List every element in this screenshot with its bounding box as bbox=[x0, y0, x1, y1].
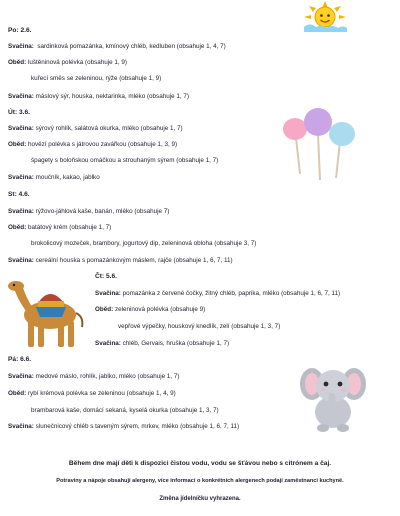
menu-line bbox=[8, 224, 111, 231]
meal-text: slunečnicový chléb s taveným sýrem, mrkev, mléko (obsahuje 1, 6, 7, 11) bbox=[35, 423, 240, 430]
menu-line: kuřecí směs se zeleninou, rýže (obsahuje 1, 9) bbox=[31, 75, 162, 82]
meal-label: Svačina: bbox=[8, 125, 34, 132]
menu-line bbox=[8, 174, 100, 181]
meal-text: cereální houska s pomazánkovým máslem, rajče (obsahuje 1, 6, 7, 11) bbox=[35, 257, 233, 264]
meal-text: medové máslo, rohlík, jablko, mléko (obsahuje 1, 7) bbox=[35, 373, 180, 380]
meal-label: Svačina: bbox=[8, 174, 34, 181]
menu-line: brambarová kaše, domácí sekaná, kyselá okurka (obsahuje 1, 3, 7) bbox=[31, 407, 219, 414]
camel-icon bbox=[6, 277, 92, 353]
meal-label: Oběd: bbox=[95, 306, 114, 313]
menu-line bbox=[8, 141, 177, 148]
meal-label: Svačina: bbox=[8, 208, 34, 215]
meal-text: sýrový rohlík, salátová okurka, mléko (obsahuje 1, 7) bbox=[35, 125, 183, 132]
menu-line bbox=[95, 340, 229, 347]
meal-text: zeleninová polévka (obsahuje 9) bbox=[114, 306, 206, 313]
meal-text: máslový sýr, houska, nektarinka, mléko (obsahuje 1, 7) bbox=[35, 93, 189, 100]
menu-line bbox=[8, 423, 239, 430]
water-note: Během dne mají děti k dispozici čistou vodu, vodu se šťávou nebo s citrónem a čaj. bbox=[68, 460, 332, 467]
menu-line bbox=[8, 257, 233, 264]
menu-line bbox=[8, 125, 183, 132]
day-heading-monday: Po: 2.6. bbox=[8, 27, 32, 34]
menu-change-note: Změna jídelníčku vyhrazena. bbox=[159, 496, 241, 502]
menu-line bbox=[8, 390, 176, 397]
meal-text: luštěninová polévka (obsahuje 1, 9) bbox=[27, 59, 128, 66]
meal-text: sardinková pomazánka, kmínový chléb, kedluben (obsahuje 1, 4, 7) bbox=[37, 43, 226, 50]
meal-label: Svačina: bbox=[8, 423, 34, 430]
meal-label: Svačina: bbox=[8, 373, 34, 380]
meal-label: Svačina: bbox=[8, 257, 34, 264]
meal-label: Svačina: bbox=[8, 43, 34, 50]
menu-line bbox=[8, 373, 180, 380]
meal-label: Oběd: bbox=[8, 141, 27, 148]
day-heading-wednesday: St: 4.6. bbox=[8, 191, 30, 198]
meal-text: pomazánka z červené čočky, žitný chléb, paprika, mléko (obsahuje 1, 6, 7, 11) bbox=[122, 290, 341, 297]
meal-label: Oběd: bbox=[8, 390, 27, 397]
meal-label: Oběd: bbox=[8, 224, 27, 231]
menu-line: brokolicový mozeček, brambory, jogurtový dip, zeleninová obloha (obsahuje 3, 7) bbox=[31, 240, 257, 247]
sun-icon bbox=[302, 0, 348, 32]
meal-label: Oběd: bbox=[8, 59, 27, 66]
menu-line bbox=[8, 59, 127, 66]
meal-label: Svačina: bbox=[8, 93, 34, 100]
menu-line bbox=[95, 290, 340, 297]
menu-line bbox=[8, 208, 169, 215]
meal-text: moučník, kakao, jablko bbox=[35, 174, 100, 181]
menu-line bbox=[8, 43, 226, 50]
menu-line: špagety s boloňskou omáčkou a strouhaným sýrem (obsahuje 1, 7) bbox=[31, 157, 219, 164]
day-heading-tuesday: Út: 3.6. bbox=[8, 109, 30, 116]
menu-line: vepřové výpečky, houskový knedlík, zelí (obsahuje 1, 3, 7) bbox=[118, 323, 281, 330]
meal-text: batátový krém (obsahuje 1, 7) bbox=[27, 224, 112, 231]
day-heading-friday: Pá: 6.6. bbox=[8, 356, 32, 363]
meal-text: hovězí polévka s játrovou zavářkou (obsahuje 1, 3, 9) bbox=[27, 141, 178, 148]
cotton-candy-icon bbox=[280, 104, 362, 186]
meal-text: rybí krémová polévka se zeleninou (obsahuje 1, 4, 9) bbox=[27, 390, 176, 397]
elephant-icon bbox=[300, 362, 366, 436]
menu-line bbox=[95, 306, 205, 313]
meal-label: Svačina: bbox=[95, 340, 121, 347]
meal-text: rýžovo-jáhlová kaše, banán, mléko (obsahuje 7) bbox=[35, 208, 170, 215]
menu-line bbox=[8, 93, 189, 100]
day-heading-thursday: Čt: 5.6. bbox=[95, 273, 117, 280]
meal-text: chléb, Gervais, hruška (obsahuje 1, 7) bbox=[122, 340, 230, 347]
allergen-note: Potraviny a nápoje obsahují alergeny, více informací o konkrétních alergenech podají zaměstnanci kuchyně. bbox=[56, 478, 344, 484]
meal-label: Svačina: bbox=[95, 290, 121, 297]
